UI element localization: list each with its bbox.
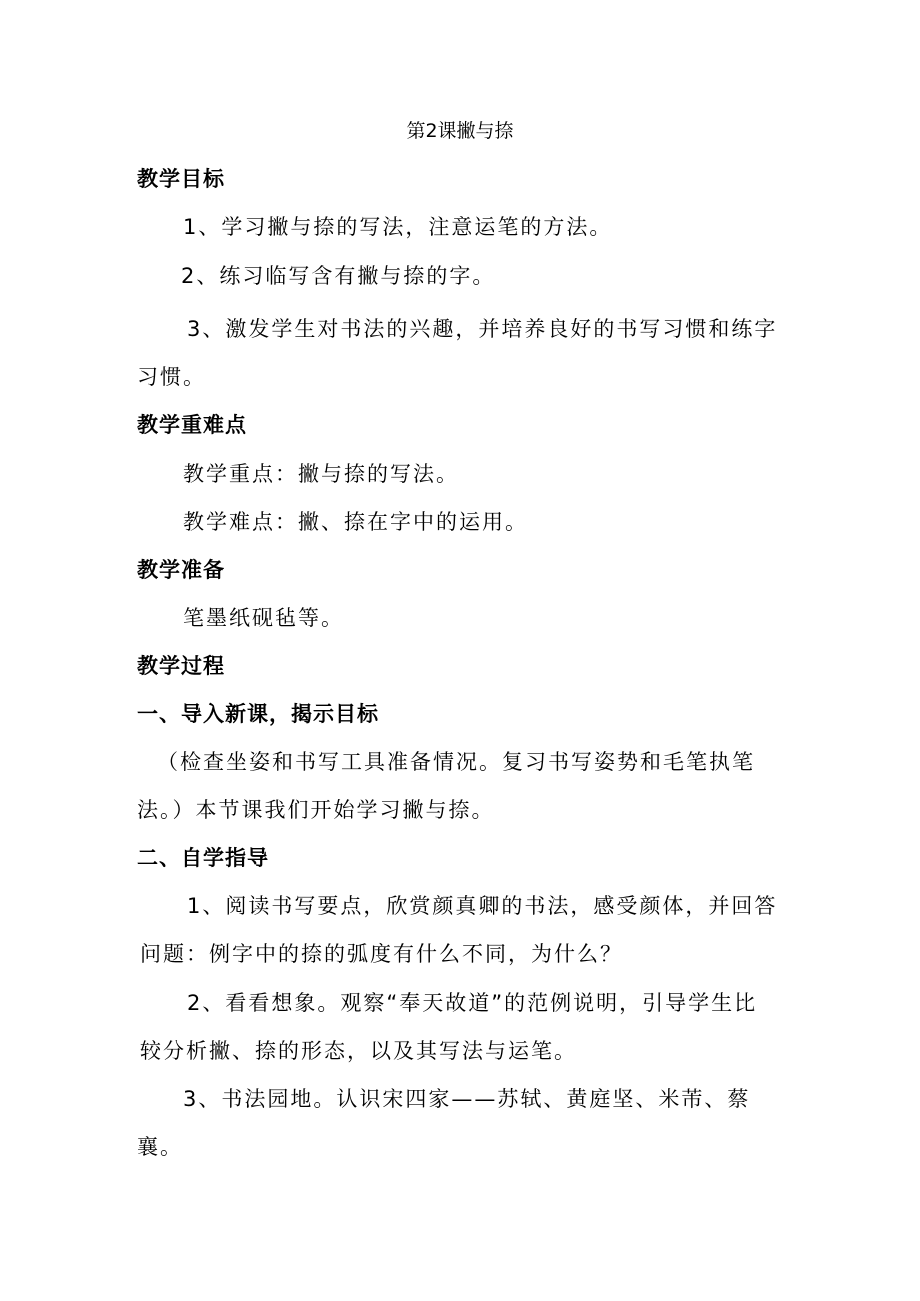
part2-item-3-continued: 襄。 [137,1135,183,1159]
goal-item-2: 2、练习临写含有撇与捺的字。 [181,264,496,288]
goal-item-3-continued: 习惯。 [137,365,206,389]
key-point-item-1: 教学重点：撇与捺的写法。 [183,462,459,486]
section-heading-part2: 二、自学指导 [137,846,269,870]
part2-item-1: 1、阅读书写要点，欣赏颜真卿的书法，感受颜体，并回答 [187,894,778,918]
part2-item-3: 3、书法园地。认识宋四家——苏轼、黄庭坚、米芾、蔡 [183,1087,751,1111]
page-title: 第2课撇与捺 [406,120,514,142]
goal-item-1: 1、学习撇与捺的写法，注意运笔的方法。 [183,215,613,239]
key-point-item-2: 教学难点：撇、捺在字中的运用。 [183,510,528,534]
section-heading-key-points: 教学重难点 [137,413,247,437]
part2-item-2-continued: 较分析撇、捺的形态，以及其写法与运笔。 [140,1039,577,1063]
part2-item-1-continued: 问题：例字中的捺的弧度有什么不同，为什么？ [140,942,623,966]
section-heading-part1: 一、导入新课，揭示目标 [137,702,379,726]
part2-item-2: 2、看看想象。观察“奉天故道”的范例说明，引导学生比 [187,991,758,1015]
section-heading-goals: 教学目标 [137,167,225,191]
goal-item-3: 3、激发学生对书法的兴趣，并培养良好的书写习惯和练字 [187,317,778,341]
section-heading-preparation: 教学准备 [137,558,225,582]
preparation-item-1: 笔墨纸砚毡等。 [183,606,344,630]
part1-paragraph-line-2: 法。）本节课我们开始学习撇与捺。 [137,798,495,822]
part1-paragraph-line-1: （检查坐姿和书写工具准备情况。复习书写姿势和毛笔执笔 [157,750,755,774]
section-heading-process: 教学过程 [137,654,225,678]
